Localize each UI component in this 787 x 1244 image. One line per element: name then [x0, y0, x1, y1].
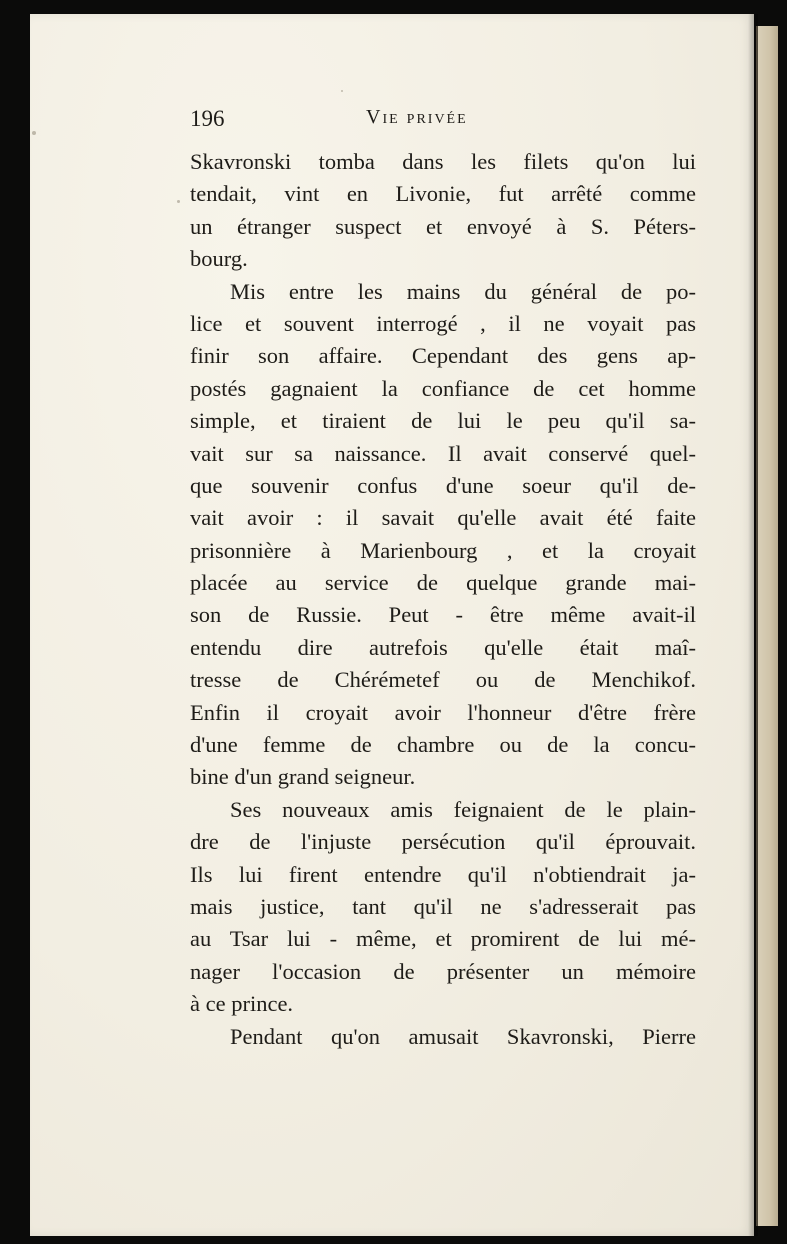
text-line: prisonnière à Marienbourg , et la croyait [190, 537, 696, 563]
text-line: Pendant qu'on amusait Skavronski, Pierre [230, 1023, 696, 1049]
text-line: finir son affaire. Cependant des gens ap- [190, 343, 696, 369]
text-line: son de Russie. Peut - être même avait-il [190, 602, 696, 628]
text-line: Enfin il croyait avoir l'honneur d'être frère [190, 699, 696, 725]
text-line: vait avoir : il savait qu'elle avait été faite [190, 505, 696, 531]
text-line: postés gagnaient la confiance de cet homme [190, 375, 696, 401]
text-line: Skavronski tomba dans les filets qu'on lui [190, 149, 696, 174]
text-line: vait sur sa naissance. Il avait conservé quel- [190, 440, 696, 466]
text-line: mais justice, tant qu'il ne s'adresserait pas [190, 893, 696, 919]
text-line: Ses nouveaux amis feignaient de le plain- [230, 796, 696, 822]
paper-blemish [341, 90, 343, 92]
body-text [190, 146, 696, 1053]
page-header [190, 106, 696, 146]
text-line: au Tsar lui - même, et promirent de lui mé- [190, 926, 696, 952]
text-line: un étranger suspect et envoyé à S. Péters- [190, 213, 696, 239]
text-line: dre de l'injuste persécution qu'il éprouvait. [190, 829, 696, 855]
text-line: placée au service de quelque grande mai- [190, 570, 696, 596]
text-line: d'une femme de chambre ou de la concu- [190, 732, 696, 758]
running-head: Vie privée [366, 106, 468, 128]
text-line: Ils lui firent entendre qu'il n'obtiendrait ja- [190, 861, 696, 887]
page-text [190, 106, 696, 1053]
paper-blemish [177, 200, 180, 203]
text-line: bourg. [190, 246, 248, 272]
text-line: tendait, vint en Livonie, fut arrêté comme [190, 181, 696, 207]
text-line: simple, et tiraient de lui le peu qu'il sa- [190, 408, 696, 434]
page-number: 196 [190, 106, 225, 131]
text-line: que souvenir confus d'une soeur qu'il de- [190, 472, 696, 498]
adjacent-page-edge [756, 26, 778, 1226]
text-line: Mis entre les mains du général de po- [230, 278, 696, 304]
text-line: tresse de Chérémetef ou de Menchikof. [190, 667, 696, 693]
text-line: lice et souvent interrogé , il ne voyait pas [190, 310, 696, 336]
text-line: entendu dire autrefois qu'elle était maî- [190, 634, 696, 660]
paper-blemish [32, 131, 36, 135]
text-line: à ce prince. [190, 991, 294, 1017]
page-gutter-shadow [748, 14, 758, 1236]
text-line: nager l'occasion de présenter un mémoire [190, 958, 696, 984]
text-line: bine d'un grand seigneur. [190, 764, 416, 790]
